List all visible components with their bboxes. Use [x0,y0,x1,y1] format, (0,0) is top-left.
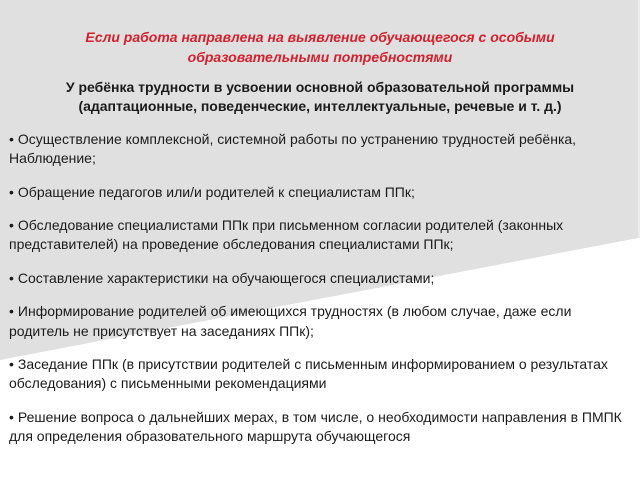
bullet-item [9,216,634,254]
bullet-item [9,183,634,202]
bullet-text: Заседание ППк (в присутствии родителей с письменным информированием о результатах обследования) с письменными рекомендациями [9,356,608,392]
bullet-text: Решение вопроса о дальнейших мерах, в том числе, о необходимости направления в ПМПК для определения образовательного маршрута обучающегося [9,408,622,445]
bullet-icon: • [9,217,14,234]
bullet-text: Обращение педагогов или/и родителей к специалистам ППк; [17,183,415,200]
bullet-icon: • [9,408,14,425]
bullet-text: Информирование родителей об имеющихся трудностях (в любом случае, даже если родитель не присутствует на заседаниях ППк); [9,303,572,339]
bullet-list [9,130,634,461]
bullet-icon: • [9,131,14,147]
bullet-icon: • [9,303,14,320]
bullet-item [9,130,634,168]
slide-subtitle: У ребёнка трудности в усвоении основной образовательной программы (адаптационные, поведенческие, интеллектуальные, речевые и т. д.) [65,79,575,114]
bullet-text: Обследование специалистами ППк при письменном согласии родителей (законных представителей) на проведение обследования специалистами ППк; [9,217,564,253]
slide-title: Если работа направлена на выявление обучающегося с особыми образовательными потребностями [85,29,555,65]
bullet-item [9,269,634,288]
bullet-text: Осуществление комплексной, системной работы по устранению трудностей ребёнка, Наблюдение; [9,131,577,167]
bullet-item [9,302,634,340]
bullet-item [9,355,634,393]
bullet-item [9,408,634,446]
bullet-icon: • [9,183,14,200]
bullet-icon: • [9,356,14,373]
bullet-icon: • [9,269,14,286]
bullet-text: Составление характеристики на обучающегося специалистами; [17,269,435,286]
